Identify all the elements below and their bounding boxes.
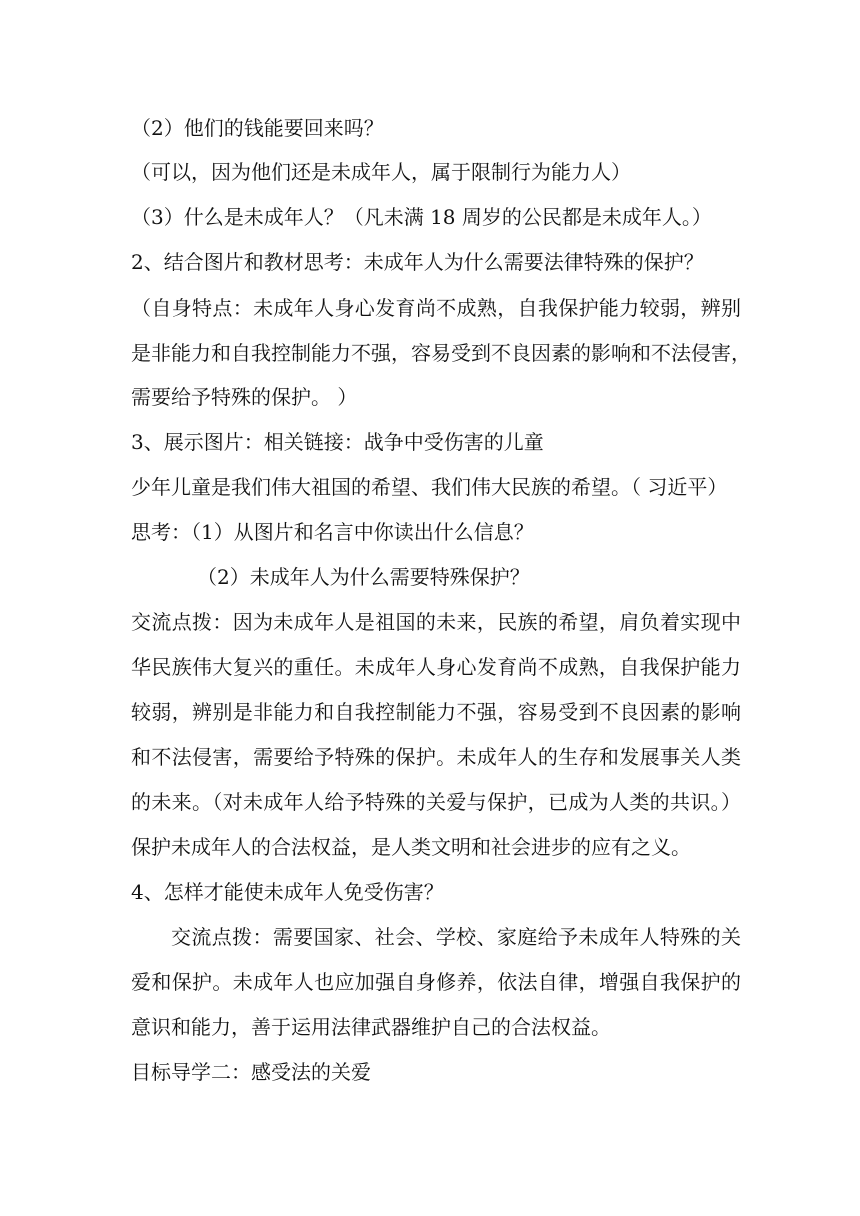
text-line-item3-heading: 3、展示图片：相关链接：战争中受伤害的儿童 — [131, 430, 544, 454]
text-line-quote: 少年儿童是我们伟大祖国的希望、我们伟大民族的希望。（ 习近平） — [131, 475, 728, 499]
text-line-guidance-2: 华民族伟大复兴的重任。未成年人身心发育尚不成熟，自我保护能力 — [131, 655, 741, 679]
text-line-guidance-3: 较弱，辨别是非能力和自我控制能力不强，容易受到不良因素的影响 — [131, 700, 741, 724]
text-line-characteristics-2: 是非能力和自我控制能力不强，容易受到不良因素的影响和不法侵害， — [131, 341, 751, 365]
text-line-item2-heading: 2、结合图片和教材思考：未成年人为什么需要法律特殊的保护？ — [131, 250, 704, 274]
text-line-item4-heading: 4、怎样才能使未成年人免受伤害？ — [131, 880, 444, 904]
text-line-item4-guidance-2: 爱和保护。未成年人也应加强自身修养，依法自律，增强自我保护的 — [131, 970, 741, 994]
text-line-q3-minor-definition: （3）什么是未成年人？（凡未满 18 周岁的公民都是未成年人。） — [131, 205, 712, 229]
text-line-q2-money: （2）他们的钱能要回来吗？ — [131, 116, 384, 140]
text-line-item4-guidance-3: 意识和能力，善于运用法律武器维护自己的合法权益。 — [131, 1015, 611, 1039]
text-line-think-1: 思考：（1）从图片和名言中你读出什么信息？ — [131, 520, 534, 544]
text-line-guidance-5: 的未来。（对未成年人给予特殊的关爱与保护，已成为人类的共识。） — [131, 790, 741, 814]
text-line-guidance-1: 交流点拨：因为未成年人是祖国的未来，民族的希望，肩负着实现中 — [131, 610, 741, 634]
text-line-item4-guidance-1: 交流点拨：需要国家、社会、学校、家庭给予未成年人特殊的关 — [171, 925, 741, 949]
section-heading-goal-2: 目标导学二：感受法的关爱 — [131, 1060, 371, 1084]
text-line-answer-limited-capacity: （可以，因为他们还是未成年人，属于限制行为能力人） — [131, 160, 631, 184]
text-line-characteristics-3: 需要给予特殊的保护。 ） — [131, 385, 358, 409]
text-line-think-2: （2）未成年人为什么需要特殊保护？ — [197, 565, 530, 589]
text-line-characteristics-1: （自身特点：未成年人身心发育尚不成熟，自我保护能力较弱，辨别 — [131, 296, 741, 320]
text-line-guidance-6: 保护未成年人的合法权益，是人类文明和社会进步的应有之义。 — [131, 835, 691, 859]
text-line-guidance-4: 和不法侵害，需要给予特殊的保护。未成年人的生存和发展事关人类 — [131, 745, 741, 769]
